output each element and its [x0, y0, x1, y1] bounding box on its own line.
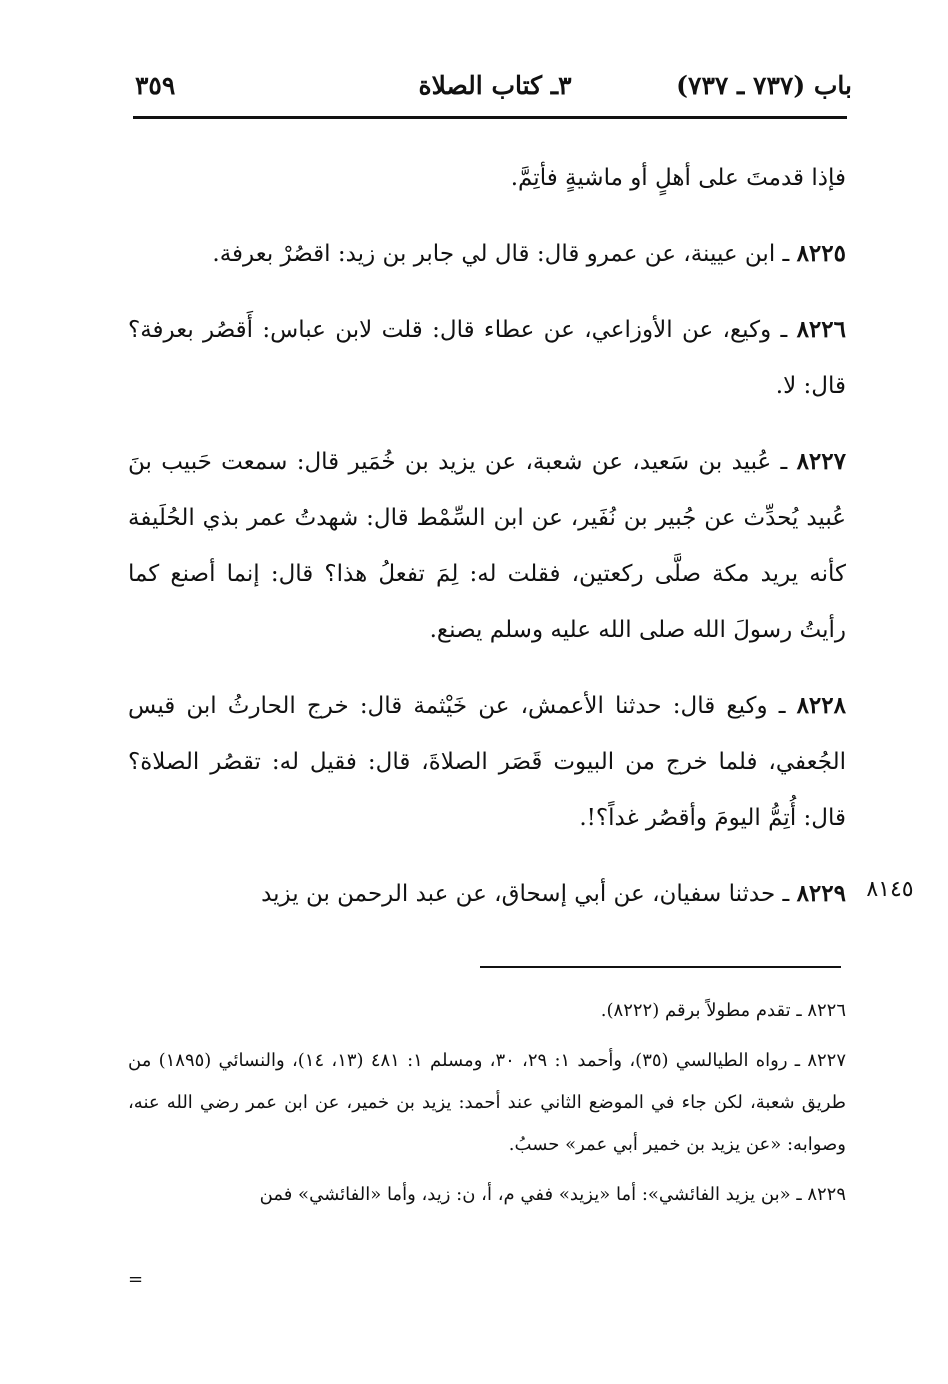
- header-chapter-range: باب (٧٣٧ ـ ٧٣٧): [676, 71, 852, 100]
- hadith-8227: [128, 434, 846, 658]
- footnote-8226: ٨٢٢٦ ـ تقدم مطولاً برقم (٨٢٢٢).: [600, 1000, 846, 1021]
- main-text: [128, 150, 846, 922]
- page-number: ٣٥٩: [135, 71, 176, 100]
- hadith-text: ـ وكيع قال: حدثنا الأعمش، عن خَيْثمة قال: خرج الحارثُ ابن قيس الجُعفي، فلما خرج من البيوت قَصَر الصلاةَ، قال: فقيل له: تقصُر الصلاة؟ قال: أُتِمُّ اليومَ وأقصُر غداً؟!.: [128, 693, 846, 831]
- hadith-8228: [128, 678, 846, 846]
- hadith-8225: [128, 226, 846, 282]
- hadith-number: ٨٢٢٦: [796, 316, 846, 343]
- footnote-8229: ٨٢٢٩ ـ «بن يزيد الفائشي»: أما «يزيد» ففي م، أ، ن: زيد، وأما «الفائشي» فمن: [259, 1184, 846, 1205]
- paragraph-continuation: [128, 150, 846, 206]
- hadith-text: ـ ابن عيينة، عن عمرو قال: قال لي جابر بن زيد: اقصُرْ بعرفة.: [212, 241, 797, 267]
- hadith-number: ٨٢٢٩: [796, 880, 846, 907]
- hadith-number: ٨٢٢٥: [796, 240, 846, 267]
- hadith-8226: [128, 302, 846, 414]
- footnote-rule: [480, 966, 841, 968]
- margin-reference-number: ٨١٤٥: [866, 877, 914, 902]
- hadith-number: ٨٢٢٨: [796, 692, 846, 719]
- continuation-mark: =: [128, 1269, 144, 1290]
- paragraph-text: فإذا قدمتَ على أهلٍ أو ماشيةٍ فأتِمَّ.: [510, 165, 846, 191]
- hadith-text: ـ وكيع، عن الأوزاعي، عن عطاء قال: قلت لابن عباس: أَقصُر بعرفة؟ قال: لا.: [128, 317, 846, 399]
- hadith-text: ـ حدثنا سفيان، عن أبي إسحاق، عن عبد الرحمن بن يزيد: [261, 881, 797, 907]
- footnotes: [128, 990, 846, 1216]
- hadith-text: ـ عُبيد بن سَعيد، عن شعبة، عن يزيد بن خُمَير قال: سمعت حَبيب بنَ عُبيد يُحدِّث عن جُبير بن نُفَير، عن ابن السِّمْط قال: شهدتُ عمر بذي الحُلَيفة كأنه يريد مكة صلَّى ركعتين، فقلت له: لِمَ تفعلُ هذا؟ قال: إنما أصنع كما رأيتُ رسولَ الله صلى الله عليه وسلم يصنع.: [128, 449, 846, 643]
- hadith-8229: [128, 866, 846, 922]
- hadith-number: ٨٢٢٧: [796, 448, 846, 475]
- header-rule: [133, 116, 847, 119]
- footnote-8227: ٨٢٢٧ ـ رواه الطيالسي (٣٥)، وأحمد ١: ٢٩، ٣٠، ومسلم ١: ٤٨١ (١٣، ١٤)، والنسائي (١٨٩٥) من طريق شعبة، لكن جاء في الموضع الثاني عند أحمد: يزيد بن خمير، عن ابن عمر رضي الله عنه، وصوابه: «عن يزيد بن خمير أبي عمر» حسبُ.: [128, 1050, 846, 1155]
- header-book-title: ٣ـ كتاب الصلاة: [418, 71, 572, 100]
